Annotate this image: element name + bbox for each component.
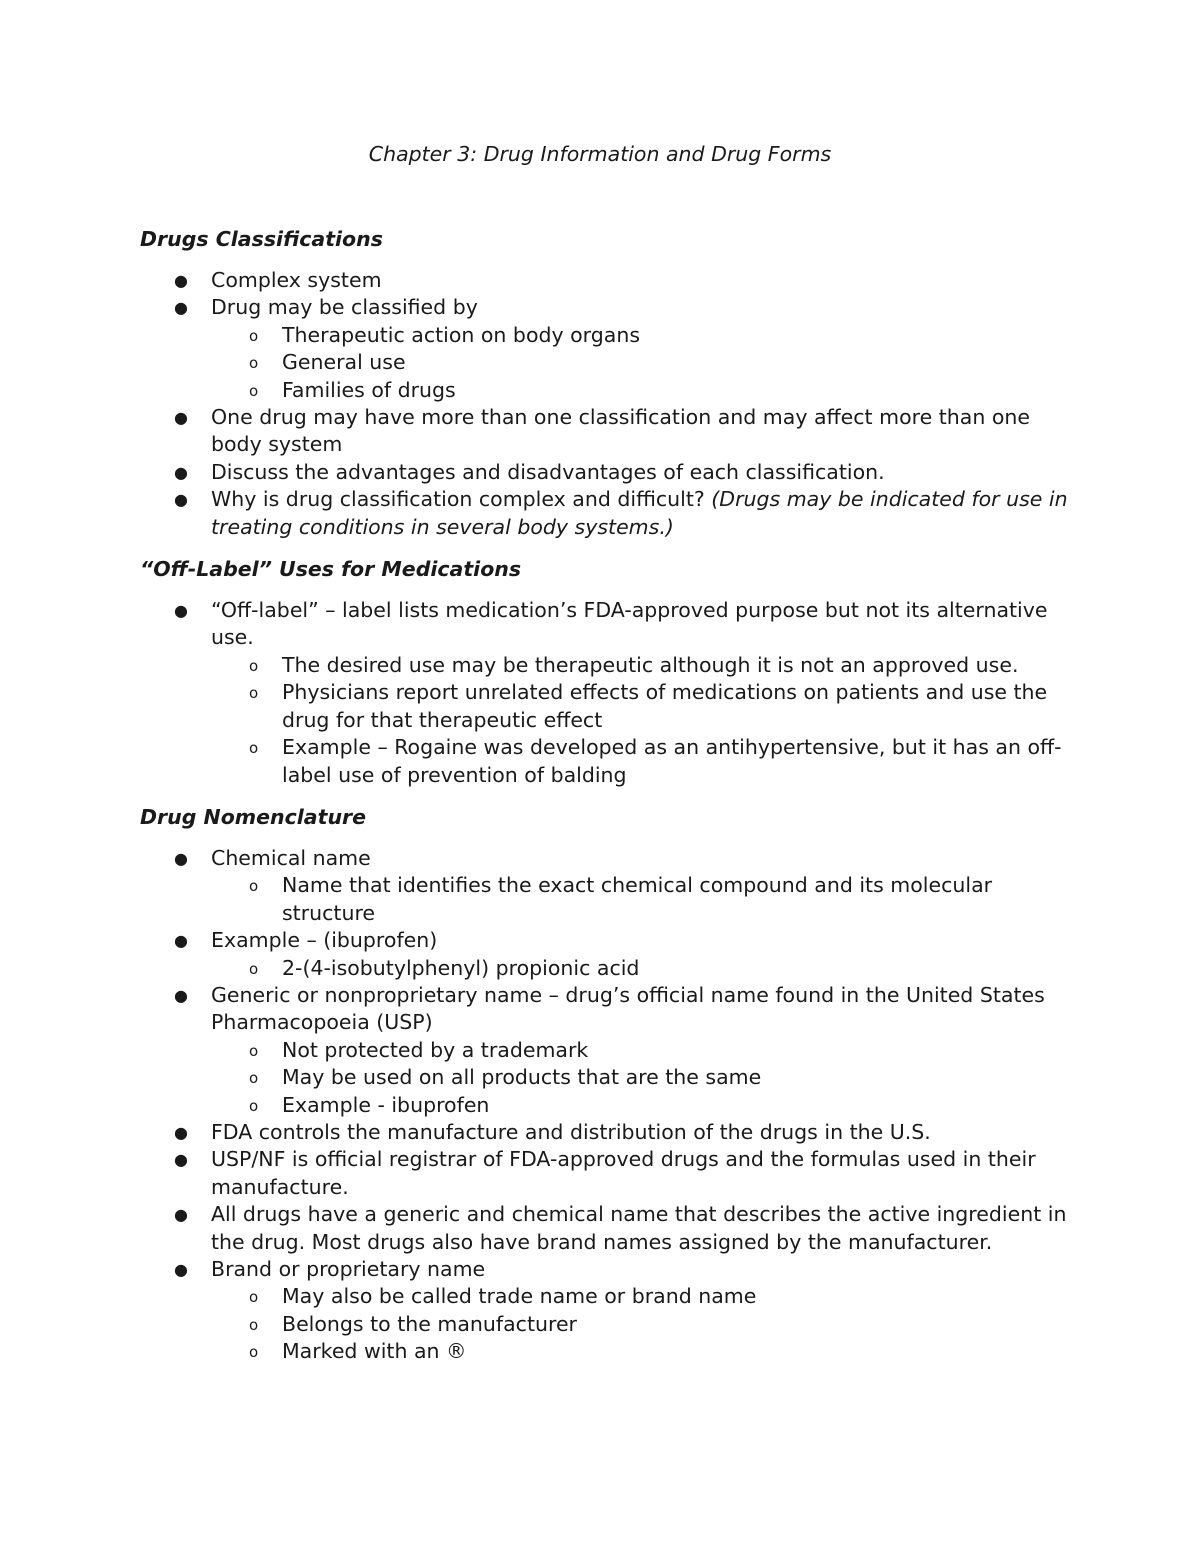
sub-list-item: o Therapeutic action on body organs xyxy=(211,322,1070,349)
list-item: ● FDA controls the manufacture and distribution of the drugs in the U.S. xyxy=(140,1119,1070,1146)
bullet-icon: ● xyxy=(174,1260,188,1279)
sub-list-item: o May also be called trade name or brand name xyxy=(211,1283,1070,1310)
sub-bullet-icon: o xyxy=(249,877,259,896)
bullet-icon: ● xyxy=(174,985,188,1005)
list-item: ● Generic or nonproprietary name – drug’s official name found in the United States Pharmacopoeia (USP) o Not protected by a trademark o May be used on all products that are the same o Example - ibuprofen xyxy=(140,982,1070,1119)
bullet-list xyxy=(140,267,1070,541)
bullet-icon: ● xyxy=(174,490,188,510)
bullet-icon: ● xyxy=(174,408,188,428)
sub-bullet-icon: o xyxy=(249,326,259,345)
sub-bullet-icon: o xyxy=(249,1041,259,1060)
sub-list-item: o Belongs to the manufacturer xyxy=(211,1311,1070,1338)
sub-list-item: o Physicians report unrelated effects of medications on patients and use the drug for that therapeutic effect xyxy=(249,680,1048,732)
sub-list-item: o Example – Rogaine was developed as an antihypertensive, but it has an off-label use of prevention of balding xyxy=(249,735,1062,787)
bullet-icon: ● xyxy=(174,848,188,868)
sub-list xyxy=(211,1283,1070,1365)
page-title: Chapter 3: Drug Information and Drug Forms xyxy=(368,142,832,166)
section-drugs-classifications xyxy=(140,225,1070,541)
sub-list-item: o General use xyxy=(211,349,1070,376)
sub-list-item: o Name that identifies the exact chemical compound and its molecular structure xyxy=(249,873,993,925)
sub-bullet-icon: o xyxy=(249,354,259,373)
sub-list xyxy=(211,322,1070,404)
list-item: ● Complex system xyxy=(140,267,1070,294)
sub-bullet-icon: o xyxy=(249,1315,259,1334)
list-item: ● Chemical name o Name that identifies the exact chemical compound and its molecular structure xyxy=(140,845,1070,927)
sub-bullet-icon: o xyxy=(249,1096,259,1115)
sub-list-item: o 2-(4-isobutylphenyl) propionic acid xyxy=(211,955,1070,982)
list-item: ● Brand or proprietary name o May also be called trade name or brand name o Belongs to the manufacturer o Marked with an ® xyxy=(140,1256,1070,1366)
bullet-icon: ● xyxy=(174,462,188,482)
list-item: ● All drugs have a generic and chemical name that describes the active ingredient in the drug. Most drugs also have brand names assigned by the manufacturer. xyxy=(174,1202,1067,1254)
sub-list xyxy=(211,652,1070,789)
section-heading: Drug Nomenclature xyxy=(140,804,367,829)
sub-list-item: o Marked with an ® xyxy=(211,1338,1070,1365)
list-item: ● Discuss the advantages and disadvantages of each classification. xyxy=(140,459,1070,486)
sub-bullet-icon: o xyxy=(249,1288,259,1307)
bullet-list xyxy=(140,597,1070,789)
list-item: ● Example – (ibuprofen) o 2-(4-isobutylphenyl) propionic acid xyxy=(140,927,1070,982)
bullet-icon: ● xyxy=(174,298,188,318)
sub-list-item: o Not protected by a trademark xyxy=(211,1037,1070,1064)
list-item: ● “Off-label” – label lists medication’s FDA-approved purpose but not its alternative use. o The desired use may be therapeutic although it is not an approved use. o Physicians report unrelated effects of medications on patients and use the drug for that therapeutic effect o Example – Rogaine was developed as an antihypertensive, but it has an off-label use of prevention of balding xyxy=(140,597,1070,789)
list-item: ● Drug may be classified by o Therapeutic action on body organs o General use o Families of drugs xyxy=(140,294,1070,404)
list-item: ● One drug may have more than one classification and may affect more than one body system xyxy=(174,405,1030,457)
document-body xyxy=(140,225,1070,1366)
section-heading: Drugs Classifications xyxy=(140,227,383,251)
sub-list-item: o May be used on all products that are the same xyxy=(211,1064,1070,1091)
bullet-icon: ● xyxy=(174,931,188,951)
sub-bullet-icon: o xyxy=(249,381,259,400)
bullet-icon: ● xyxy=(174,601,188,621)
sub-bullet-icon: o xyxy=(249,1343,259,1362)
bullet-icon: ● xyxy=(174,1150,188,1170)
list-item: ● Why is drug classification complex and difficult? (Drugs may be indicated for use in treating conditions in several body systems.) xyxy=(174,487,1068,539)
sub-bullet-icon: o xyxy=(249,959,259,978)
sub-bullet-icon: o xyxy=(249,684,259,703)
bullet-icon: ● xyxy=(174,271,188,290)
list-item: ● USP/NF is official registrar of FDA-approved drugs and the formulas used in their manufacture. xyxy=(174,1147,1036,1199)
sub-list xyxy=(211,872,1070,927)
sub-bullet-icon: o xyxy=(249,739,259,758)
sub-list-item: o Families of drugs xyxy=(211,377,1070,404)
bullet-icon: ● xyxy=(174,1205,188,1225)
sub-bullet-icon: o xyxy=(249,1069,259,1088)
sub-list xyxy=(211,955,1070,982)
section-heading: “Off-Label” Uses for Medications xyxy=(140,557,522,582)
sub-bullet-icon: o xyxy=(249,656,259,675)
section-drug-nomenclature xyxy=(140,803,1070,1366)
sub-list-item: o The desired use may be therapeutic although it is not an approved use. xyxy=(211,652,1070,679)
bullet-icon: ● xyxy=(174,1122,188,1142)
section-off-label-uses xyxy=(140,555,1070,789)
sub-list xyxy=(211,1037,1070,1119)
sub-list-item: o Example - ibuprofen xyxy=(211,1092,1070,1119)
bullet-list xyxy=(140,845,1070,1366)
